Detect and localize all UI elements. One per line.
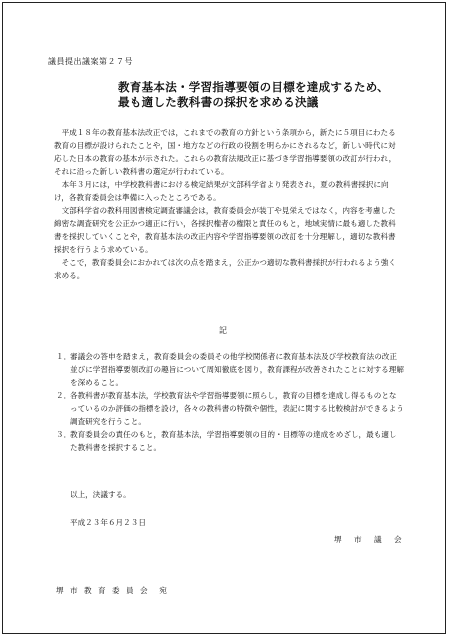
ki-heading: 記 — [219, 326, 227, 335]
list-item — [56, 389, 404, 428]
paragraph: そこで，教育委員会におかれては次の点を踏まえ，公正かつ適切な教科書採択が行われるよう強く求める。 — [54, 258, 397, 280]
item-number: １． — [56, 352, 72, 361]
paragraph: 平成１８年の教育基本法改正では，これまでの教育の方針という条項から，新たに５項目にわたる教育の目標が設けられたことや，国・地方などの行政の役割を明らかにされるなど，新しい時代に対応した日本の教育の基本が示された。これらの教育法規改正に基づき学習指導要領の改訂が行われ，それに沿った新しい教科書の選定が行われている。 — [54, 128, 397, 176]
paragraph: 本年３月には，中学校教科書における検定結果が文部科学省より発表され，夏の教科書採択に向け，各教育委員会は準備に入ったところである。 — [54, 180, 389, 202]
list-item — [56, 428, 404, 454]
closing-statement: 以上，決議する。 — [70, 490, 131, 499]
signer: 堺 市 議 会 — [334, 535, 407, 544]
item-text: 教育委員会の責任のもと，教育基本法，学習指導要領の目的・目標等の達成をめざし，最も適した教科書を採択すること。 — [70, 430, 397, 452]
addressee: 堺 市 教 育 委 員 会 宛 — [56, 586, 169, 595]
bill-number: 議員提出議案第２７号 — [48, 57, 133, 66]
resolution-title — [118, 80, 389, 110]
title-line-1: 教育基本法・学習指導要領の目標を達成するため、 — [118, 80, 389, 94]
list-item — [56, 350, 404, 389]
title-line-2: 最も適した教科書の採択を求める決議 — [118, 95, 319, 109]
item-text: 各教科書が教育基本法，学校教育法や学習指導要領に照らし，教育の目標を達成し得るものとなっているのか評価の指標を設け，各々の教科書の特徴や個性，表記に関する比較検討ができるよう調査研究を行うこと。 — [70, 391, 404, 426]
item-text: 審議会の答申を踏まえ，教育委員会の委員その他学校関係者に教育基本法及び学校教育法の改正並びに学習指導要領改訂の趣旨について周知徹底を図り，教育課程が改善されたことに対する理解を深めること。 — [70, 352, 404, 387]
item-number: ３． — [56, 430, 72, 439]
paragraph: 文部科学省の教科用図書検定調査審議会は，教育委員会が装丁や見栄えではなく，内容を考慮した綿密な調査研究を公正かつ適正に行い，各採択権者の権限と責任のもと，地域実情に最も適した教科書を採択していくことや，教育基本法の改正内容や学習指導要領の改訂を十分理解し，適切な教科書採択を行うよう求めている。 — [54, 206, 396, 254]
resolution-items — [56, 350, 404, 454]
item-number: ２． — [56, 391, 72, 400]
resolution-body — [54, 126, 402, 282]
resolution-date: 平成２３年６月２３日 — [70, 518, 146, 527]
